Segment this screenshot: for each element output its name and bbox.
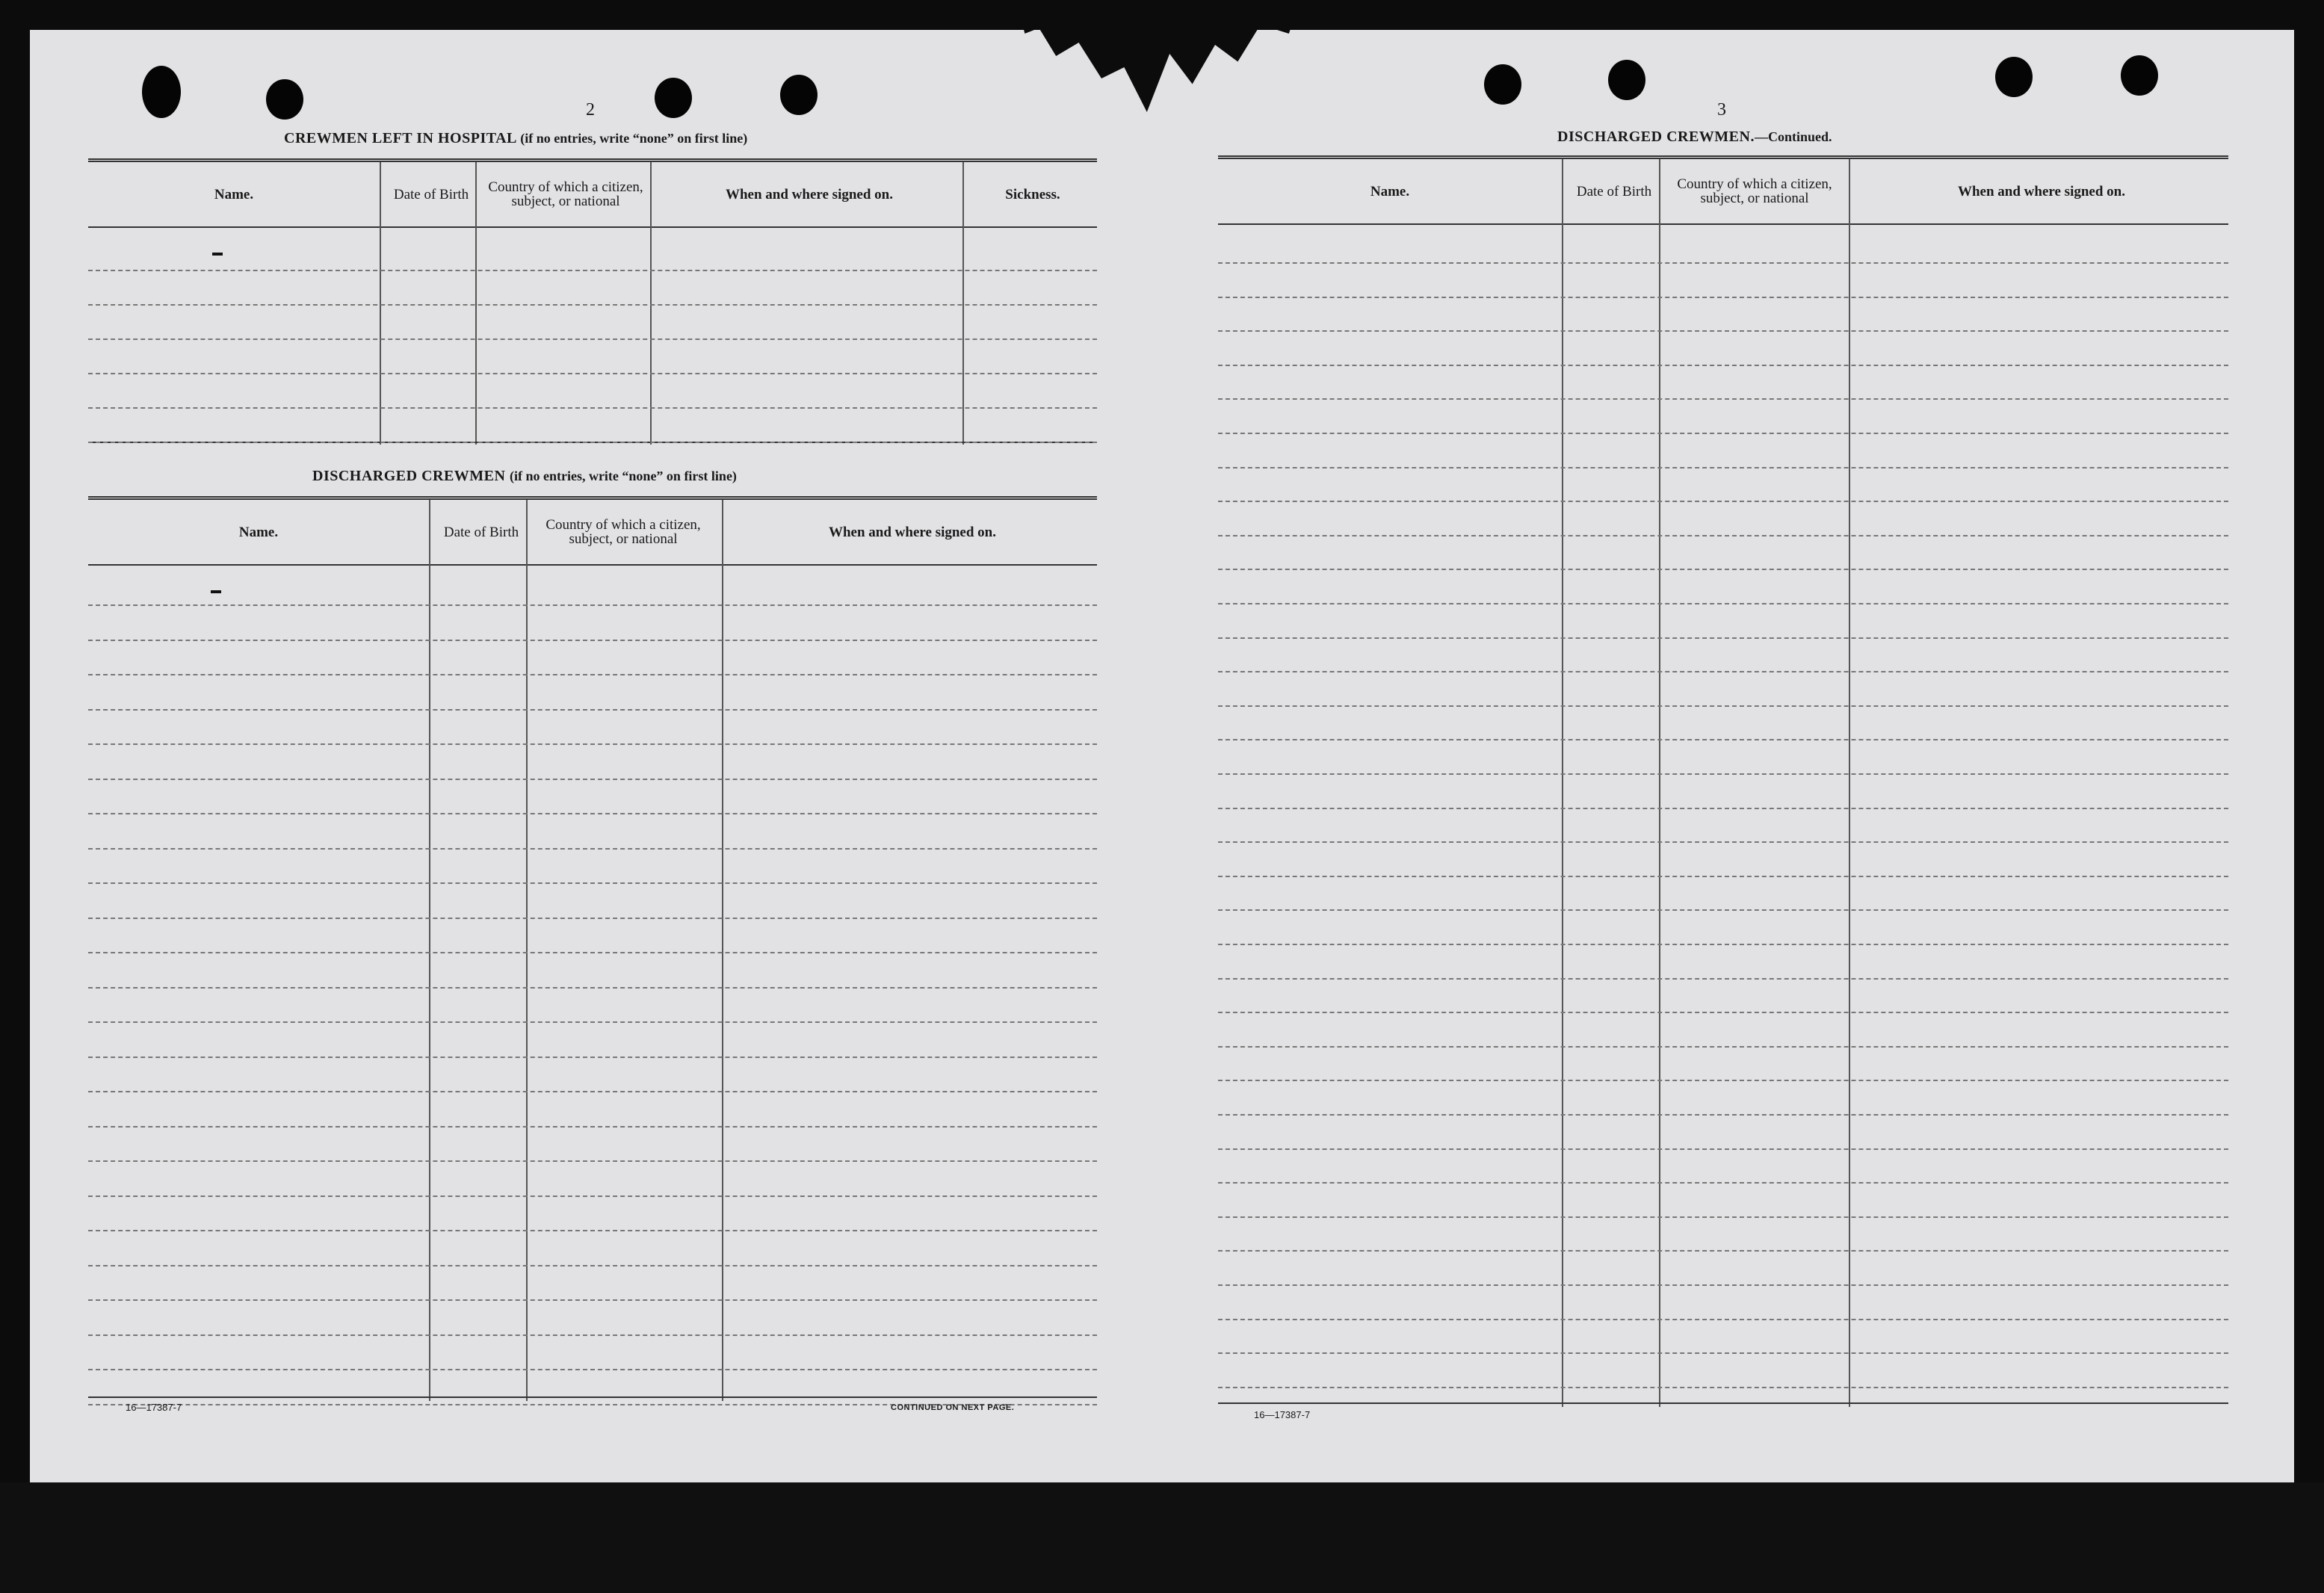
table-row[interactable] <box>1218 808 2228 809</box>
table-row[interactable] <box>88 1057 1097 1058</box>
punch-hole <box>266 79 303 120</box>
table-row[interactable] <box>1218 876 2228 877</box>
scan-border <box>0 1482 2324 1593</box>
table-row[interactable] <box>88 1195 1097 1197</box>
column-divider <box>1659 159 1660 1407</box>
discharged-section-title <box>312 468 737 485</box>
col-header-country: Country of which a citizen, subject, or national <box>546 517 701 547</box>
hospital-title-note: (if no entries, write “none” on first line) <box>520 131 748 146</box>
table-row[interactable] <box>88 1091 1097 1092</box>
table-row[interactable] <box>88 952 1097 953</box>
table-row[interactable] <box>1218 603 2228 604</box>
punch-hole <box>142 66 181 118</box>
table-row[interactable] <box>88 1230 1097 1231</box>
table-row[interactable] <box>1218 1250 2228 1252</box>
discharged-table <box>88 496 1097 1401</box>
punch-hole <box>780 75 818 115</box>
punch-hole <box>1608 60 1645 100</box>
table-row[interactable] <box>88 987 1097 989</box>
table-row[interactable] <box>1218 398 2228 400</box>
table-row[interactable] <box>1218 1148 2228 1150</box>
table-row[interactable] <box>88 1265 1097 1266</box>
table-row[interactable] <box>88 407 1097 409</box>
col-header-sickness: Sickness. <box>1005 186 1060 202</box>
table-row[interactable] <box>88 709 1097 711</box>
table-row[interactable] <box>1218 705 2228 707</box>
hospital-title-text: CREWMEN LEFT IN HOSPITAL <box>284 130 516 146</box>
discharged-continued-text: DISCHARGED CREWMEN. <box>1557 129 1755 145</box>
table-row[interactable] <box>1218 1216 2228 1218</box>
col-header-name: Name. <box>214 186 254 202</box>
table-row[interactable] <box>88 743 1097 745</box>
col-header-date-of-birth: Date of Birth <box>1576 183 1652 199</box>
table-row[interactable] <box>1218 297 2228 298</box>
table-row[interactable] <box>88 270 1097 271</box>
table-row[interactable] <box>1218 1114 2228 1116</box>
table-row[interactable] <box>1218 1182 2228 1184</box>
col-header-name: Name. <box>238 524 279 540</box>
table-row[interactable] <box>1218 501 2228 502</box>
table-row[interactable] <box>1218 909 2228 911</box>
table-row[interactable] <box>88 848 1097 850</box>
discharged-title-text: DISCHARGED CREWMEN <box>312 468 506 484</box>
discharged-continued-suffix: —Continued. <box>1754 129 1832 144</box>
table-row[interactable] <box>88 674 1097 675</box>
col-header-country: Country of which a citizen, subject, or national <box>1677 176 1832 206</box>
table-row[interactable] <box>1218 433 2228 434</box>
table-row[interactable] <box>1218 1284 2228 1286</box>
column-divider <box>475 162 477 445</box>
punch-hole <box>1484 64 1521 105</box>
column-divider <box>1849 159 1850 1407</box>
table-row[interactable] <box>88 1160 1097 1162</box>
entry-mark <box>212 253 223 256</box>
table-row[interactable] <box>1218 978 2228 980</box>
table-row[interactable] <box>88 882 1097 884</box>
table-row[interactable] <box>1218 1080 2228 1081</box>
punch-hole <box>2121 55 2158 96</box>
table-row[interactable] <box>88 1126 1097 1128</box>
col-header-when-where-signed: When and where signed on. <box>1957 183 2125 199</box>
table-row[interactable] <box>88 779 1097 780</box>
form-number: 16—17387-7 <box>1254 1409 1311 1420</box>
table-row[interactable] <box>88 338 1097 340</box>
table-row[interactable] <box>88 813 1097 814</box>
form-number: 16—17387-7 <box>126 1402 182 1413</box>
column-divider <box>380 162 381 445</box>
discharged-title-note: (if no entries, write “none” on first line) <box>509 468 737 483</box>
hospital-table <box>88 158 1097 445</box>
col-header-when-where-signed: When and where signed on. <box>725 186 893 202</box>
col-header-date-of-birth: Date of Birth <box>393 186 469 202</box>
column-divider <box>650 162 652 445</box>
col-header-date-of-birth: Date of Birth <box>443 524 519 540</box>
table-row[interactable] <box>88 918 1097 919</box>
table-row[interactable] <box>88 442 1097 443</box>
table-row[interactable] <box>1218 467 2228 468</box>
col-header-country: Country of which a citizen, subject, or national <box>488 179 643 209</box>
table-row[interactable] <box>88 1021 1097 1023</box>
table-row[interactable] <box>1218 637 2228 639</box>
table-row[interactable] <box>88 304 1097 306</box>
table-row[interactable] <box>1218 841 2228 843</box>
discharged-continued-title <box>1557 129 1832 146</box>
table-row[interactable] <box>88 373 1097 374</box>
hospital-section-title <box>284 130 747 147</box>
table-row[interactable] <box>1218 1012 2228 1013</box>
table-row[interactable] <box>1218 569 2228 570</box>
table-row[interactable] <box>88 1369 1097 1370</box>
table-row[interactable] <box>88 1334 1097 1336</box>
punch-hole <box>1995 57 2033 97</box>
table-row[interactable] <box>1218 773 2228 775</box>
table-row[interactable] <box>88 604 1097 606</box>
punch-hole <box>655 78 692 118</box>
table-row[interactable] <box>1218 1046 2228 1048</box>
table-row[interactable] <box>1218 1319 2228 1320</box>
table-row[interactable] <box>1218 365 2228 366</box>
col-header-name: Name. <box>1370 183 1410 199</box>
table-row[interactable] <box>1218 330 2228 332</box>
col-header-when-where-signed: When and where signed on. <box>828 524 996 540</box>
table-row[interactable] <box>1218 262 2228 264</box>
column-divider <box>962 162 964 445</box>
page-number: 3 <box>1717 100 1726 120</box>
table-row[interactable] <box>1218 1387 2228 1388</box>
entry-mark <box>211 590 221 593</box>
table-row[interactable] <box>88 1299 1097 1301</box>
page-number: 2 <box>586 100 595 120</box>
continued-note: CONTINUED ON NEXT PAGE. <box>891 1403 1015 1412</box>
discharged-continued-table <box>1218 155 2228 1407</box>
table-row[interactable] <box>1218 739 2228 740</box>
table-row[interactable] <box>1218 671 2228 672</box>
table-row[interactable] <box>1218 535 2228 536</box>
column-divider <box>1562 159 1563 1407</box>
table-row[interactable] <box>88 640 1097 641</box>
table-row[interactable] <box>1218 944 2228 945</box>
table-row[interactable] <box>1218 1352 2228 1354</box>
